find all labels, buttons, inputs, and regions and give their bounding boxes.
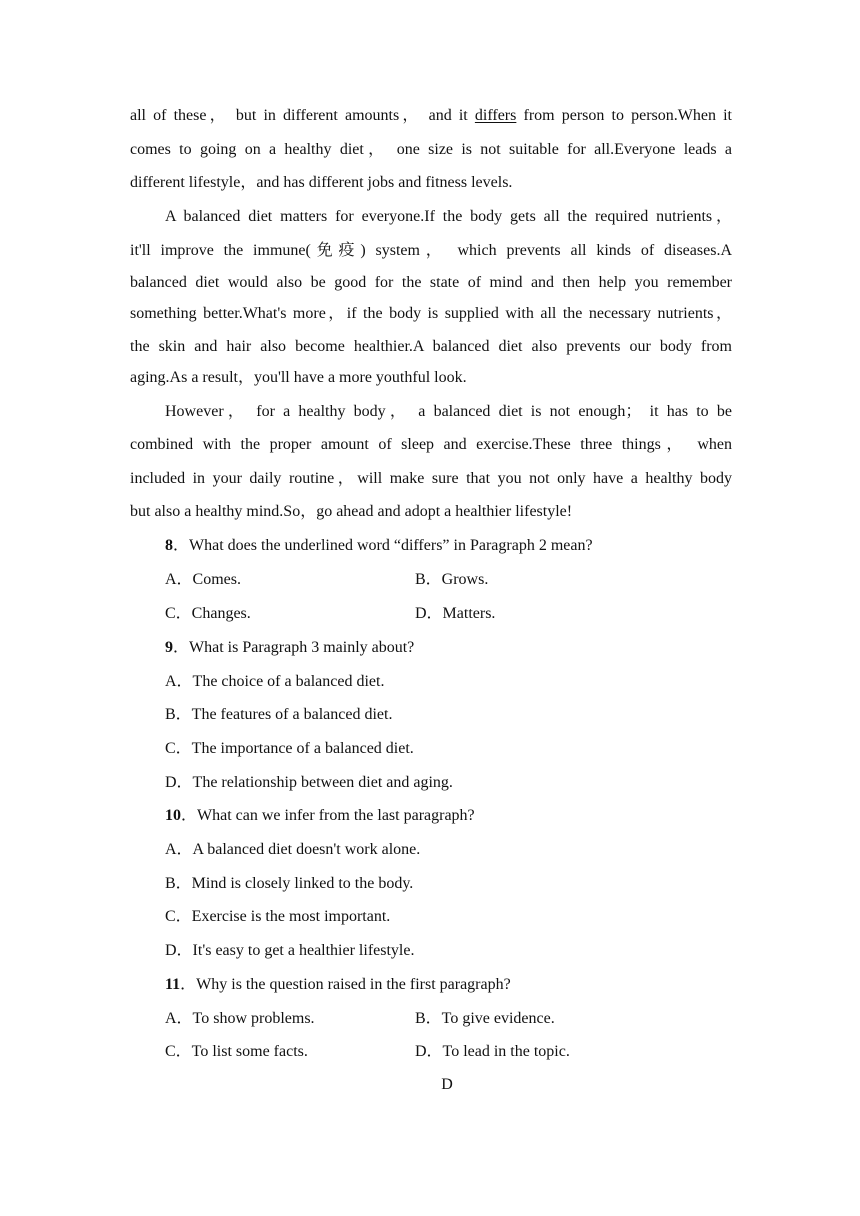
question-8 (165, 535, 593, 557)
option-9b[interactable]: B．The features of a balanced diet. (165, 706, 393, 723)
option-8b[interactable]: B．Grows. (415, 571, 489, 588)
option-9c[interactable]: C．The importance of a balanced diet. (165, 740, 414, 757)
option-9d[interactable]: D．The relationship between diet and aging. (165, 774, 453, 791)
question-text: Why is the question raised in the first paragraph? (196, 976, 511, 993)
option-10a[interactable]: A．A balanced diet doesn't work alone. (165, 841, 421, 858)
underlined-word: differs (474, 107, 517, 124)
option-11d[interactable]: D．To lead in the topic. (415, 1043, 570, 1060)
option-10d[interactable]: D．It's easy to get a healthier lifestyle. (165, 942, 415, 959)
question-separator: ． (173, 639, 190, 656)
question-text: What is Paragraph 3 mainly about? (189, 639, 415, 656)
passage-line: balanced diet would also be good for the state of mind and then help you remember (130, 274, 732, 291)
option-8c[interactable]: C．Changes. (165, 605, 251, 622)
question-10 (165, 805, 475, 827)
option-10b[interactable]: B．Mind is closely linked to the body. (165, 875, 414, 892)
option-10c[interactable]: C．Exercise is the most important. (165, 908, 391, 925)
question-number: 8 (165, 537, 173, 554)
section-label: D (441, 1076, 453, 1093)
passage-line: However， for a healthy body， a balanced diet is not enough； it has to be (165, 403, 732, 420)
passage-line: A balanced diet matters for everyone.If the body gets all the required nutrients， (165, 208, 732, 225)
passage-line (130, 105, 732, 127)
option-11b[interactable]: B．To give evidence. (415, 1010, 555, 1027)
passage-line: aging.As a result，you'll have a more youthful look. (130, 369, 467, 386)
question-separator: ． (180, 976, 197, 993)
passage-line: something better.What's more，if the body is supplied with all the necessary nutrients， (130, 305, 732, 322)
question-text: What can we infer from the last paragraph? (197, 807, 475, 824)
question-separator: ． (181, 807, 198, 824)
question-number: 11 (165, 976, 181, 993)
option-8d[interactable]: D．Matters. (415, 605, 496, 622)
question-9 (165, 637, 414, 659)
option-11c[interactable]: C．To list some facts. (165, 1043, 308, 1060)
passage-line: it'll improve the immune(免疫) system， which prevents all kinds of diseases.A (130, 242, 732, 259)
passage-text: from person to person.When it (516, 107, 733, 124)
option-11a[interactable]: A．To show problems. (165, 1010, 315, 1027)
passage-line: the skin and hair also become healthier.A balanced diet also prevents our body from (130, 338, 732, 355)
passage-line: combined with the proper amount of sleep and exercise.These three things， when (130, 436, 732, 453)
question-separator: ． (173, 537, 190, 554)
option-8a[interactable]: A．Comes. (165, 571, 242, 588)
question-number: 10 (165, 807, 181, 824)
question-text: What does the underlined word “differs” in Paragraph 2 mean? (189, 537, 593, 554)
passage-line: comes to going on a healthy diet， one size is not suitable for all.Everyone leads a (130, 141, 732, 158)
question-11 (165, 974, 511, 996)
passage-line: but also a healthy mind.So，go ahead and adopt a healthier lifestyle! (130, 503, 573, 520)
question-number: 9 (165, 639, 173, 656)
option-9a[interactable]: A．The choice of a balanced diet. (165, 673, 385, 690)
passage-text: all of these， but in different amounts， and it (130, 107, 475, 124)
passage-line: included in your daily routine，will make sure that you not only have a healthy body (130, 470, 732, 487)
passage-line: different lifestyle，and has different jobs and fitness levels. (130, 174, 513, 191)
